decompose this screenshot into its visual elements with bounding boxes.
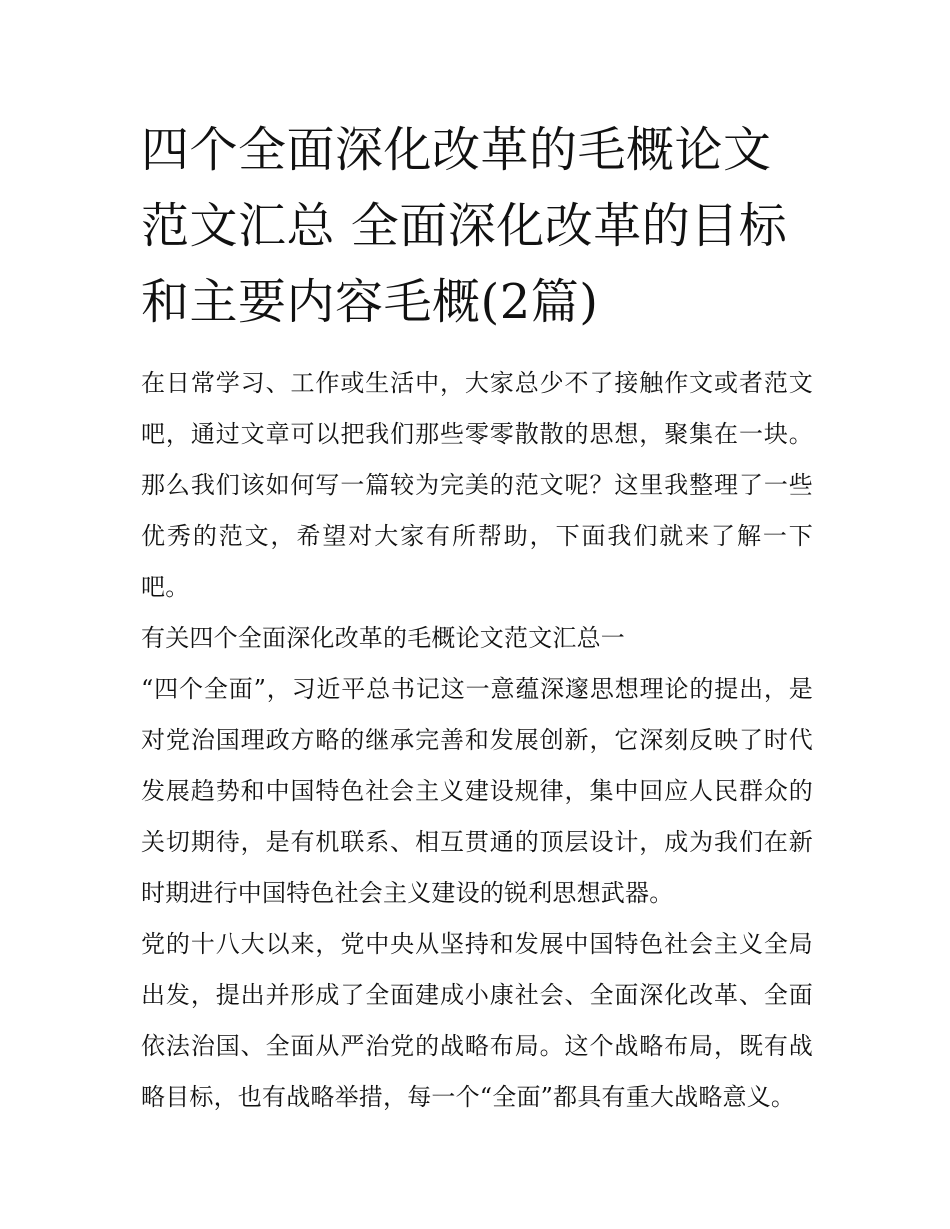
body-paragraph: 党的十八大以来，党中央从坚持和发展中国特色社会主义全局出发，提出并形成了全面建成小康社会、全面深化改革、全面依法治国、全面从严治党的战略布局。这个战略布局，既有战略目标，也有战略举措，每一个“全面”都具有重大战略意义。 <box>141 930 813 1111</box>
document-title: 四个全面深化改革的毛概论文范文汇总 全面深化改革的目标和主要内容毛概(2篇) <box>141 122 788 330</box>
body-paragraph: “四个全面”，习近平总书记这一意蕴深邃思想理论的提出，是对党治国理政方略的继承完善和发展创新，它深刻反映了时代发展趋势和中国特色社会主义建设规律，集中回应人民群众的关切期待，是有机联系、相互贯通的顶层设计，成为我们在新时期进行中国特色社会主义建设的锐利思想武器。 <box>141 675 813 907</box>
intro-paragraph: 在日常学习、工作或生活中，大家总少不了接触作文或者范文吧，通过文章可以把我们那些零零散散的思想，聚集在一块。那么我们该如何写一篇较为完美的范文呢？这里我整理了一些优秀的范文，希望对大家有所帮助，下面我们就来了解一下吧。 <box>141 369 813 601</box>
document-page <box>141 112 813 1123</box>
section-heading: 有关四个全面深化改革的毛概论文范文汇总一 <box>141 624 625 652</box>
